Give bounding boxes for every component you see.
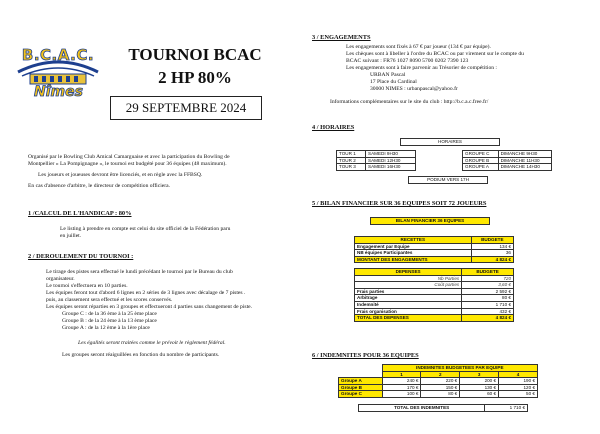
engag-line6: 17 Place du Cardinal — [370, 79, 417, 85]
row-value: 3,60 € — [462, 282, 514, 289]
cell: 50 € — [499, 391, 538, 398]
tournament-date: 29 SEPTEMBRE 2024 — [110, 96, 262, 120]
cell: 150 € — [421, 384, 460, 391]
row-label: Nb Parties — [355, 275, 462, 282]
row-value: 432 € — [462, 308, 514, 315]
table-row — [339, 384, 538, 391]
cell: 200 € — [460, 378, 499, 385]
podium-table — [408, 176, 488, 184]
row-value: 36 — [471, 250, 513, 257]
club-logo — [10, 44, 106, 104]
total-label: TOTAL DES INDEMNITES — [359, 405, 485, 412]
row-value: 80 € — [462, 295, 514, 302]
tour-label: TOUR 2 — [337, 157, 366, 164]
row-value: 720 — [462, 275, 514, 282]
table-row — [339, 391, 538, 398]
podium-time: PODIUM VERS 17H — [409, 177, 488, 184]
col-header: 3 — [460, 371, 499, 378]
table-total-row — [359, 405, 528, 412]
deroul-line6: Les équipes seront réparties en 3 groupes et effectueront 4 parties sans changement de piste. — [46, 304, 253, 310]
cell: 190 € — [499, 378, 538, 385]
total-label: TOTAL DES DEPENSES — [355, 315, 462, 322]
table-row — [339, 378, 538, 385]
cell: 100 € — [382, 391, 421, 398]
depenses-header: DEPENSES — [355, 269, 462, 276]
deroul-line10: Les égalités seront traitées comme le prévoit le règlement fédéral. — [78, 340, 226, 346]
table-header — [339, 371, 538, 378]
table-total-row — [355, 315, 514, 322]
deroul-line11: Les groupes seront réaiguillées en fonction du nombre de participants. — [62, 352, 220, 358]
group-label: GROUPE C — [463, 151, 499, 158]
handicap-line2: en juillet. — [60, 233, 82, 239]
group-time: DIMANCHE 9H30 — [498, 151, 551, 158]
indemnites-table — [338, 364, 538, 398]
group-label: GROUPE B — [463, 157, 499, 164]
table-header — [355, 237, 514, 244]
recettes-table — [354, 236, 514, 263]
horaires-caption-table — [400, 138, 500, 146]
table-row — [355, 250, 514, 257]
cell: 220 € — [421, 378, 460, 385]
horaires-left-table — [336, 150, 416, 171]
deroul-line5: puis, au classement sera effectué et les scores conservés. — [46, 297, 173, 303]
engag-line1: Les engagements sont fixés à 67 € par joueur (134 € par équipe). — [346, 44, 491, 50]
group-label: Groupe C — [339, 391, 383, 398]
indemnites-heading: 6 / INDEMNITES POUR 36 EQUIPES — [312, 352, 419, 359]
table-row — [355, 288, 514, 295]
table-row — [355, 295, 514, 302]
horaires-heading: 4 / HORAIRES — [312, 124, 355, 131]
group-label: Groupe A — [339, 378, 383, 385]
horaires-caption: HORAIRES — [401, 139, 500, 146]
engagements-heading: 3 / ENGAGEMENTS — [312, 34, 371, 41]
deroul-line1: Le tirage des pistes sera effectué le lundi précédant le tournoi par le Bureau du club — [46, 269, 233, 275]
deroulement-heading: 2 / DEROULEMENT DU TOURNOI : — [28, 253, 134, 260]
engag-line5: URBAN Pascal — [370, 72, 406, 78]
total-label: MONTANT DES ENGAGEMENTS — [355, 256, 472, 263]
row-value: 1 710 € — [462, 301, 514, 308]
depenses-table — [354, 268, 514, 322]
table-row — [463, 151, 552, 158]
total-value: 4 824 € — [471, 256, 513, 263]
row-label: Frais parties — [355, 288, 462, 295]
cell: 170 € — [382, 384, 421, 391]
handicap-line1: Le listing à prendre en compte est celui du site officiel de la Fédération paru — [60, 226, 231, 232]
table-row — [355, 308, 514, 315]
intro-p3: En cas d'absence d'arbitre, le directeur de compétition officiera. — [28, 183, 171, 189]
deroul-line2: organisateur. — [46, 276, 75, 282]
tournament-title: TOURNOI BCAC — [128, 45, 262, 64]
tour-time: SAMEDI 9H30 — [366, 151, 416, 158]
cell: 60 € — [460, 391, 499, 398]
engag-line3: BCAC suivant : FR76 1027 8090 5700 0202 7390 123 — [346, 58, 469, 64]
row-value: 134 € — [471, 243, 513, 250]
col-header: 4 — [499, 371, 538, 378]
total-value: 4 824 € — [462, 315, 514, 322]
cell: 240 € — [382, 378, 421, 385]
logo-city: Nîmes — [34, 84, 83, 100]
row-label: Frais organisation — [355, 308, 462, 315]
group-time: DIMANCHE 14H30 — [498, 164, 551, 171]
table-row — [355, 243, 514, 250]
tour-label: TOUR 1 — [337, 151, 366, 158]
col-header: 2 — [421, 371, 460, 378]
row-value: 2 592 € — [462, 288, 514, 295]
row-label: Engagement par Equipe — [355, 243, 472, 250]
total-value: 1 710 € — [485, 405, 528, 412]
indemnites-caption: INDEMNITES BUDGETEES PAR EQUIPE — [382, 365, 537, 372]
cell: 120 € — [499, 384, 538, 391]
recettes-header: RECETTES — [355, 237, 472, 244]
row-label: Coût parties — [355, 282, 462, 289]
tour-time: SAMEDI 16H30 — [366, 164, 416, 171]
tournament-format: 2 HP 80% — [158, 68, 232, 87]
table-row — [355, 275, 514, 282]
col-header: 1 — [382, 371, 421, 378]
engag-line2: Les chèques sont à libeller à l'ordre du BCAC ou par virement sur le compte du — [346, 51, 524, 57]
bilan-caption-table — [370, 217, 490, 225]
horaires-right-table — [462, 150, 552, 171]
table-row — [355, 301, 514, 308]
engag-line8: Informations complémentaires sur le site du club : http://b.c.a.c.free.fr/ — [330, 99, 489, 105]
bilan-caption: BILAN FINANCIER 36 EQUIPES — [371, 218, 490, 225]
logo-letters: B.C.A.C. — [21, 46, 95, 64]
deroul-line4: Les équipes feront tout d'abord 6 lignes en 2 séries de 3 lignes avec décalage de 7 pistes . — [46, 290, 246, 296]
table-row — [463, 164, 552, 171]
handicap-heading: 1 /CALCUL DE L'HANDICAP : 80% — [28, 210, 132, 217]
table-header — [339, 365, 538, 372]
cell: 80 € — [421, 391, 460, 398]
group-time: DIMANCHE 11H30 — [498, 157, 551, 164]
table-row — [337, 164, 416, 171]
table-row — [463, 157, 552, 164]
cell: 130 € — [460, 384, 499, 391]
row-label: NB équipes Participantes — [355, 250, 472, 257]
table-row — [337, 157, 416, 164]
deroul-line8: Groupe B : de la 24 ème à la 13 ème place — [62, 318, 157, 324]
row-label: Indemnité — [355, 301, 462, 308]
intro-p2: Les joueurs et joueuses devront être licenciés, et en règle avec la FFBSQ. — [38, 172, 203, 178]
table-total-row — [355, 256, 514, 263]
table-row — [355, 282, 514, 289]
tour-label: TOUR 3 — [337, 164, 366, 171]
row-label: Arbitrage — [355, 295, 462, 302]
table-header — [355, 269, 514, 276]
tour-time: SAMEDI 12H30 — [366, 157, 416, 164]
deroul-line7: Groupe C : de la 36 ème à la 25 ème place — [62, 311, 157, 317]
bilan-heading: 5 / BILAN FINANCIER SUR 36 EQUIPES SOIT 72 JOUEURS — [312, 200, 487, 207]
deroul-line3: Le tournoi s'effectuera en 10 parties. — [46, 283, 128, 289]
budgete-header: BUDGETE — [462, 269, 514, 276]
deroul-line9: Groupe A : de la 12 ème à la 1ère place — [62, 325, 150, 331]
intro-p1b: Montpellier « La Pompignagne », le tournoi est budgété pour 36 équipes (48 maximum). — [28, 161, 227, 167]
group-label: Groupe B — [339, 384, 383, 391]
group-label: GROUPE A — [463, 164, 499, 171]
intro-p1a: Organisé par le Bowling Club Amical Camarguaise et avec la participation du Bowling de — [28, 154, 230, 160]
table-row — [337, 151, 416, 158]
budgete-header: BUDGETE — [471, 237, 513, 244]
engag-line4: Les engagements sont à faire parvenir au Trésorier de compétition : — [346, 65, 497, 71]
indemnites-total-table — [358, 404, 528, 412]
engag-line7: 30000 NIMES : urbanpascal@yahoo.fr — [370, 86, 458, 92]
